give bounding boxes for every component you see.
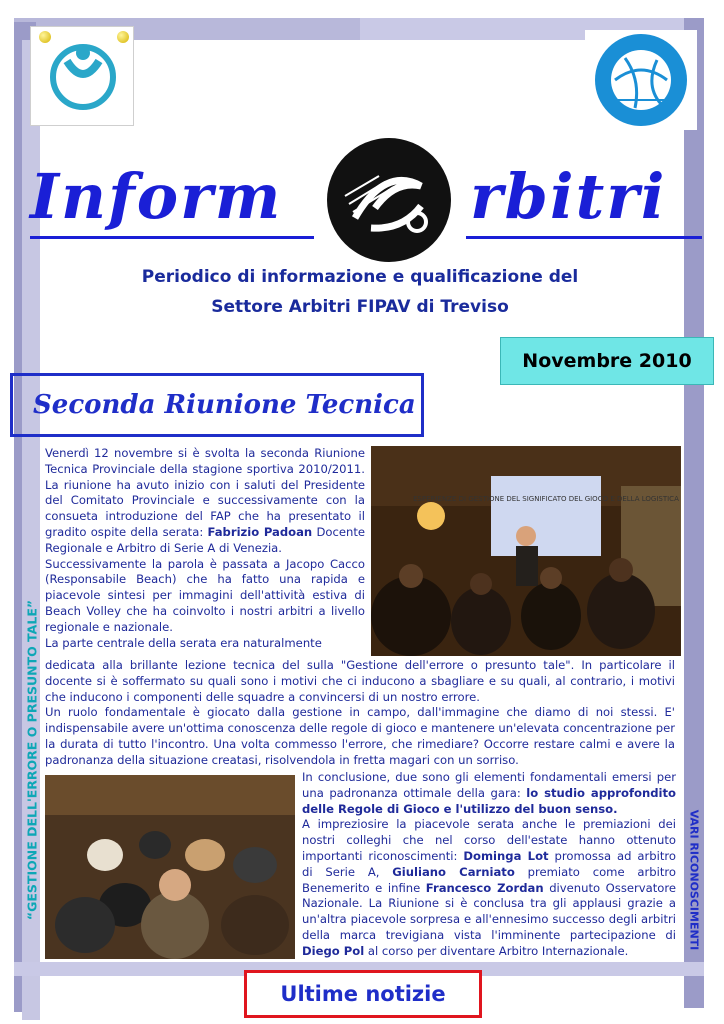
article-column-wide: [45, 658, 675, 769]
meeting-photo-2-image: [45, 775, 295, 959]
volleyball-icon: [585, 30, 697, 130]
slide-text: ESPERIENZE DI GESTIONE DEL SIGNIFICATO DEL GIOCO E DELLA LOGISTICA: [413, 495, 679, 503]
latest-news-banner: Ultime notizie: [244, 970, 482, 1018]
pin-icon: [117, 31, 129, 43]
pin-icon: [39, 31, 51, 43]
side-label-right: [684, 780, 704, 980]
masthead-title-left: Inform: [30, 160, 283, 233]
masthead-underline-right: [466, 236, 702, 239]
article-p6-a: A impreziosire la piacevole serata anche le premiazioni dei nostri colleghi che nel corso dell'estate hanno ottenuto importanti riconoscimenti:: [302, 817, 676, 863]
article-column-lower: [302, 770, 676, 960]
article-p5-bold: lo studio approfondito delle Regole di Gioco e l'utilizzo del buon senso.: [302, 785, 677, 816]
article-p6-c: premiato come arbitro Benemerito e infine: [302, 864, 677, 895]
article-column-upper: [45, 446, 365, 651]
article-p6-b: promossa ad arbitro di Serie A,: [302, 848, 677, 879]
article-p1-tail: Docente Regionale e Arbitro di Serie A di Venezia.: [45, 524, 365, 555]
award-name-4: Diego Pol: [302, 943, 365, 958]
article-p1: Venerdì 12 novembre si è svolta la seconda Riunione Tecnica Provinciale della stagione sportiva 2010/2011. La riunione ha avuto inizio con i saluti del Presidente del Comitato Provinciale e successivamente con la consueta introduzione del FAP che ha presentato il gradito ospite della serata:: [45, 446, 365, 539]
fipav-treviso-logo: [585, 30, 697, 130]
masthead-underline-left: [30, 236, 314, 239]
headline-box: [10, 373, 424, 437]
masthead-subtitle: [100, 262, 620, 322]
meeting-photo-1-image: [371, 446, 681, 656]
issue-date: Novembre 2010: [500, 337, 714, 385]
article-p2: Successivamente la parola è passata a Jacopo Cacco (Responsabile Beach) che ha fatto una rapida e piacevole sintesi per immagini dell'attività estiva di Beach Volley che ha coinvolto i nostri arbitri a livello regionale e nazionale.: [45, 556, 365, 634]
subtitle-line2: Settore Arbitri FIPAV di Treviso: [211, 297, 509, 317]
article-p3-start: La parte centrale della serata era naturalmente: [45, 635, 322, 650]
article-p6-e: al corso per diventare Arbitro Internazionale.: [367, 943, 629, 958]
side-label-right-text: VARI RICONOSCIMENTI: [687, 809, 701, 951]
article-headline: Seconda Riunione Tecnica: [33, 390, 416, 420]
meeting-photo-2: [45, 775, 295, 959]
article-p3-rest: dedicata alla brillante lezione tecnica del sulla "Gestione dell'errore o presunto tale". In particolare il docente si è soffermato su quali sono i motivi che ci inducono a sbagliare e su quali, al contrario, i motivi che inducono i componenti delle squadre a convincersi di un nostro errore.: [45, 658, 675, 704]
masthead-title-right: rbitri: [470, 160, 667, 233]
article-p5-start: In conclusione, due sono gli elementi fondamentali emersi per una padronanza ottimale della gara:: [302, 770, 676, 800]
arbitri-emblem-icon: [325, 136, 453, 264]
fipav-logo: [30, 26, 134, 126]
subtitle-line1: Periodico di informazione e qualificazione del: [141, 267, 579, 287]
award-name-2: Giuliano Carniato: [392, 864, 515, 879]
award-name-1: Dominga Lot: [463, 848, 549, 863]
article-p6-d: divenuto Osservatore Nazionale. La Riunione si è conclusa tra gli applausi grazie a un'altra piacevole sorpresa e all'ennesimo successo degli arbitri della marca trevigiana vista l'imminente partecipazione di: [302, 880, 677, 942]
speaker-name: Fabrizio Padoan: [207, 524, 313, 539]
side-label-left-text: “GESTIONE DELL'ERRORE O PRESUNTO TALE”: [24, 599, 40, 921]
side-label-left: [21, 560, 43, 960]
meeting-photo-1: [371, 446, 681, 656]
article-p4: Un ruolo fondamentale è giocato dalla gestione in campo, dall'immagine che diamo di noi stessi. E' indispensabile avere un'ottima conoscenza delle regole di gioco e mantenere un'elevata concentrazione per la durata di tutto l'incontro. Una volta commesso l'errore, che rimediare? Occorre restare calmi e avere la padronanza della situazione creatasi, risolvendola in fretta magari con un sorriso.: [45, 705, 675, 767]
award-name-3: Francesco Zordan: [425, 880, 544, 895]
